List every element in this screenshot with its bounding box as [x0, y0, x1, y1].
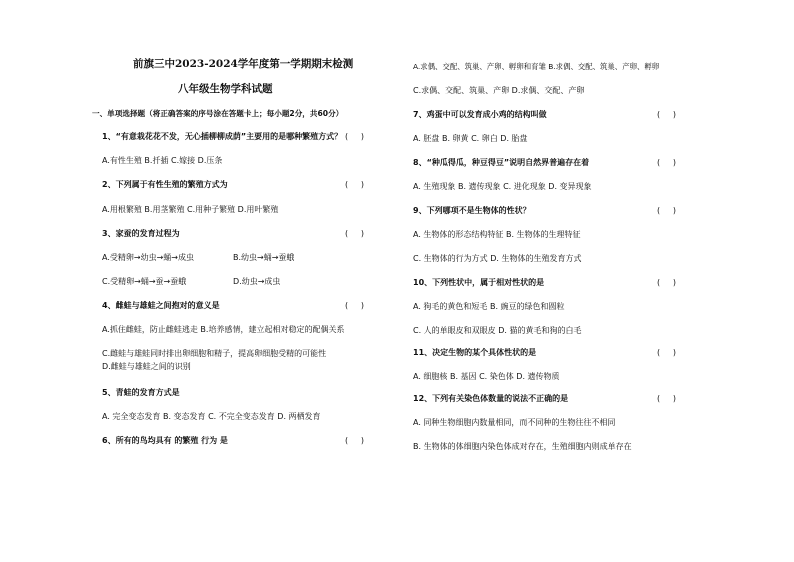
- q3-answer-blank: ( ): [345, 229, 364, 238]
- q11-answer-blank: ( ): [657, 348, 676, 357]
- q3-option-a: A.受精卵→幼虫→蛹→成虫: [102, 253, 194, 262]
- q12-stem: 12、下列有关染色体数量的说法不正确的是: [413, 394, 569, 403]
- q10-options-cd: C. 人的单眼皮和双眼皮 D. 猫的黄毛和狗的白毛: [413, 326, 582, 335]
- q9-options-cd: C. 生物体的行为方式 D. 生物体的生殖发育方式: [413, 254, 582, 263]
- q6-answer-blank: ( ): [345, 436, 364, 445]
- q4-stem: 4、雌蛙与雄蛙之间抱对的意义是: [102, 301, 220, 310]
- q5-stem: 5、青蛙的发育方式是: [102, 388, 180, 397]
- q9-stem: 9、下列哪项不是生物体的性状？: [413, 206, 531, 215]
- q4-option-ab: A.抓住雌蛙，防止雌蛙逃走 B.培养感情，建立起相对稳定的配偶关系: [102, 325, 345, 334]
- q12-option-b: B. 生物体的体细胞内染色体成对存在，生殖细胞内则成单存在: [413, 442, 632, 451]
- q4-answer-blank: ( ): [345, 301, 364, 310]
- q6-options-ab: A.求偶、交配、筑巢、产卵、孵卵和育雏 B.求偶、交配、筑巢、产卵、孵卵: [413, 62, 660, 71]
- q8-stem: 8、“种瓜得瓜，种豆得豆”说明自然界普遍存在着: [413, 158, 590, 167]
- q6-stem: 6、所有的鸟均具有 的繁殖 行为 是: [102, 436, 228, 445]
- q7-options: A. 胚盘 B. 卵黄 C. 卵白 D. 胎盘: [413, 134, 528, 143]
- q1-answer-blank: ( ): [345, 132, 364, 141]
- q3-stem: 3、家蚕的发育过程为: [102, 229, 180, 238]
- q12-answer-blank: ( ): [657, 394, 676, 403]
- q7-answer-blank: ( ): [657, 110, 676, 119]
- q1-stem: 1、“有意栽花花不发，无心插柳柳成荫”主要用的是哪种繁殖方式？: [102, 132, 343, 141]
- q11-stem: 11、决定生物的某个具体性状的是: [413, 348, 537, 357]
- q2-options: A.用根繁殖 B.用茎繁殖 C.用种子繁殖 D.用叶繁殖: [102, 205, 279, 214]
- q1-options: A.有性生殖 B.扦插 C.嫁接 D.压条: [102, 156, 223, 165]
- q2-answer-blank: ( ): [345, 180, 364, 189]
- q6-options-cd: C.求偶、交配、筑巢、产卵 D.求偶、交配、产卵: [413, 86, 585, 95]
- q10-answer-blank: ( ): [657, 278, 676, 287]
- q9-options-ab: A. 生物体的形态结构特征 B. 生物体的生理特征: [413, 230, 581, 239]
- q4-option-d: D.雌蛙与雄蛙之间的识别: [102, 362, 191, 371]
- q9-answer-blank: ( ): [657, 206, 676, 215]
- q12-option-a: A. 同种生物细胞内数量相同，而不同种的生物往往不相同: [413, 418, 616, 427]
- q3-option-d: D.幼虫→成虫: [233, 277, 281, 286]
- q8-answer-blank: ( ): [657, 158, 676, 167]
- exam-title: 前旗三中2023-2024学年度第一学期期末检测: [133, 58, 354, 70]
- q5-options: A. 完全变态发育 B. 变态发育 C. 不完全变态发育 D. 两栖发育: [102, 412, 321, 421]
- q7-stem: 7、鸡蛋中可以发育成小鸡的结构叫做: [413, 110, 547, 119]
- q2-stem: 2、下列属于有性生殖的繁殖方式为: [102, 180, 228, 189]
- section-heading: 一、单项选择题（将正确答案的序号涂在答题卡上；每小题2分，共60分）: [92, 109, 344, 118]
- q11-options: A. 细胞核 B. 基因 C. 染色体 D. 遗传物质: [413, 372, 560, 381]
- exam-subtitle: 八年级生物学科试题: [178, 83, 273, 95]
- q4-option-c: C.雌蛙与雄蛙同时排出卵细胞和精子，提高卵细胞受精的可能性: [102, 349, 327, 358]
- q3-option-b: B.幼虫→蛹→蚕蛾: [233, 253, 295, 262]
- q8-options: A. 生殖现象 B. 遗传现象 C. 进化现象 D. 变异现象: [413, 182, 592, 191]
- q10-stem: 10、下列性状中，属于相对性状的是: [413, 278, 545, 287]
- q3-option-c: C.受精卵→蛹→蚕→蚕蛾: [102, 277, 187, 286]
- q10-options-ab: A. 狗毛的黄色和短毛 B. 豌豆的绿色和圆粒: [413, 302, 565, 311]
